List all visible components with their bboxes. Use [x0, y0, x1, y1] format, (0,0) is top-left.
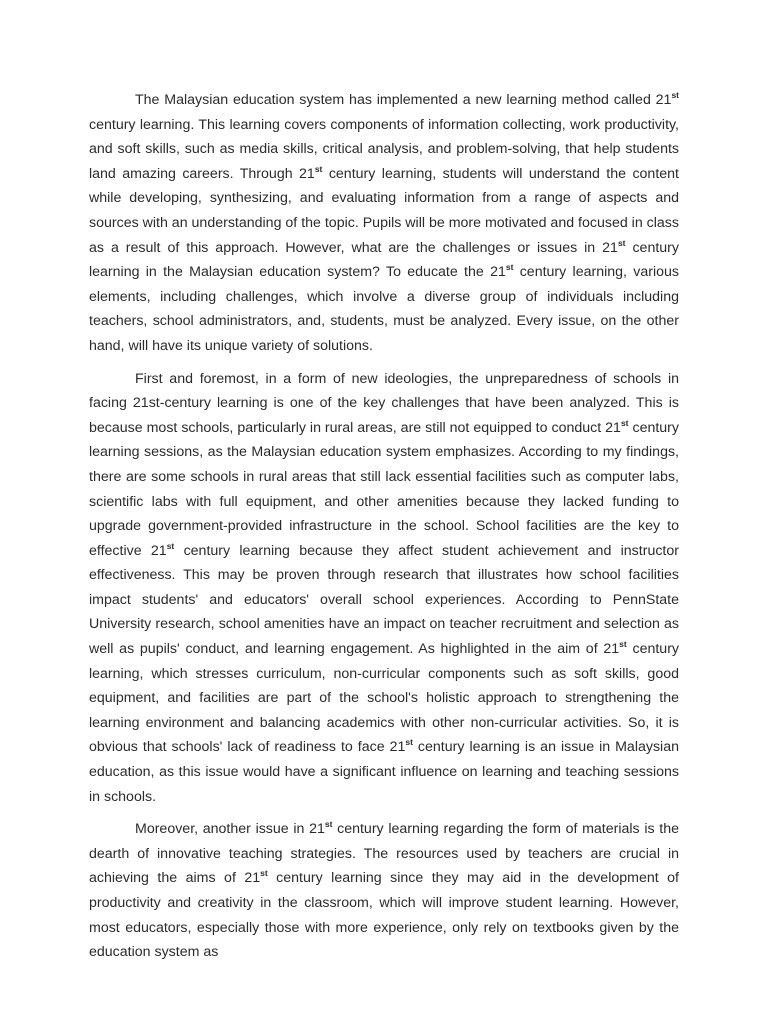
ordinal-superscript: st: [260, 868, 268, 879]
text-run: century learning, various elements, including challenges, which involve a diverse group of individuals including teachers, school administrators, and, students, must be analyzed. Every issue, on the other hand, will have its unique variety of solutions.: [89, 264, 679, 354]
paragraph-teaching-strategies: [89, 817, 679, 965]
text-run: century learning sessions, as the Malaysian education system emphasizes. According to my findings, there are some schools in rural areas that still lack essential facilities such as computer labs, scientific labs with full equipment, and other amenities because they lacked funding to upgrade government-provided infrastructure in the school. School facilities are the key to effective 21: [89, 419, 679, 559]
ordinal-superscript: st: [314, 163, 323, 174]
text-run: century learning because they affect student achievement and instructor effectiveness. This may be proven through research that illustrates how school facilities impact students' and educators' overall school experiences. According to PennState University research, school amenities have an impact on teacher recruitment and selection as well as pupils' conduct, and learning engagement. As highlighted in the aim of 21: [89, 542, 679, 658]
ordinal-superscript: st: [166, 540, 175, 551]
text-run: century learning, which stresses curriculum, non-curricular components such as soft skills, good equipment, and facilities are part of the school's holistic approach to strengthening the learning environment and balancing academics with other non-curricular activities. So, it is obvious that schools' lack of readiness to face 21: [89, 641, 680, 756]
paragraph-intro: [89, 88, 679, 359]
ordinal-superscript: st: [620, 417, 629, 428]
ordinal-superscript: st: [617, 237, 626, 248]
text-run: century learning is an issue in Malaysian education, as this issue would have a significant influence on learning and teaching sessions in schools.: [89, 739, 679, 805]
ordinal-superscript: st: [619, 639, 627, 650]
text-run: Moreover, another issue in 21: [135, 821, 325, 838]
paragraph-unpreparedness: [89, 367, 679, 810]
ordinal-superscript: st: [405, 737, 413, 748]
document-body: [89, 88, 679, 965]
text-run: century learning. This learning covers components of information collecting, work productivity, and soft skills, such as media skills, critical analysis, and problem-solving, that help students land amazing careers. Through 21: [89, 116, 679, 182]
ordinal-superscript: st: [324, 819, 333, 830]
text-run: century learning since they may aid in the development of productivity and creativity in the classroom, which will improve student learning. However, most educators, especially those with more experience, only rely on textbooks given by the education system as: [89, 870, 679, 961]
text-run: century learning regarding the form of materials is the dearth of innovative teaching strategies. The resources used by teachers are crucial in achieving the aims of 21: [89, 821, 679, 887]
text-run: First and foremost, in a form of new ideologies, the unpreparedness of schools in facing 21st-century learning is one of the key challenges that have been analyzed. This is because most schools, particularly in rural areas, are still not equipped to conduct 21: [89, 370, 679, 436]
text-run: century learning in the Malaysian education system? To educate the 21: [89, 239, 679, 281]
ordinal-superscript: st: [505, 262, 514, 273]
text-run: century learning, students will understand the content while developing, synthesizing, and evaluating information from a range of aspects and sources with an understanding of the topic. Pupils will be more motivated and focused in class as a result of this approach. However, what are the challenges or issues in 21: [89, 165, 679, 256]
ordinal-superscript: st: [671, 90, 679, 100]
text-run: The Malaysian education system has implemented a new learning method called 21: [135, 92, 672, 108]
